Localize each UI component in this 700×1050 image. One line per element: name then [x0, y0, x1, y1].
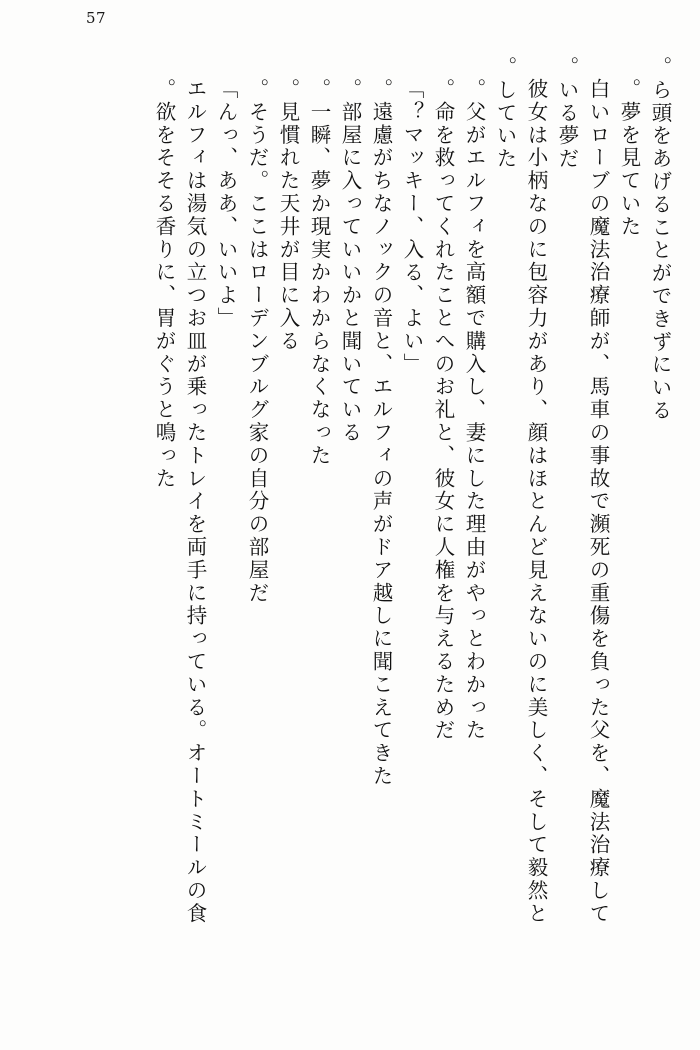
- text-column: いる夢だ。: [555, 56, 579, 171]
- text-column: 欲をそそる香りに、胃がぐうと鳴った。: [152, 78, 176, 491]
- text-column: していた。: [493, 56, 517, 171]
- text-column: 彼女は小柄なのに包容力があり、顔はほとんど見えないのに美しく、そして毅然と: [524, 78, 548, 926]
- vertical-body-text: [48, 56, 670, 976]
- text-column: 父がエルフィを高額で購入し、妻にした理由がやっとわかった。: [462, 78, 486, 743]
- text-column: 夢を見ていた。: [617, 78, 641, 239]
- text-column: 見慣れた天井が目に入る。: [276, 78, 300, 353]
- text-column: そうだ。ここはローデンブルグ家の自分の部屋だ。: [245, 78, 269, 605]
- text-column: エルフィは湯気の立つお皿が乗ったトレイを両手に持っている。オートミールの食: [183, 78, 207, 926]
- text-column: 一瞬、夢か現実かわからなくなった。: [307, 78, 331, 468]
- text-column: 命を救ってくれたことへのお礼と、彼女に人権を与えるためだ。: [431, 78, 455, 743]
- text-column: 遠慮がちなノックの音と、エルフィの声がドア越しに聞こえてきた。: [369, 78, 393, 788]
- text-column: 部屋に入っていいかと聞いている。: [338, 78, 362, 445]
- text-column: 「マッキー、入る、よい？」: [400, 78, 424, 376]
- page-number: 57: [86, 9, 107, 27]
- text-column: 「んっ、ああ、いいよ」: [214, 78, 238, 330]
- text-column: ら頭をあげることができずにいる。: [648, 56, 672, 423]
- text-column: 白いローブの魔法治療師が、馬車の事故で瀕死の重傷を負った父を、魔法治療して: [586, 78, 610, 926]
